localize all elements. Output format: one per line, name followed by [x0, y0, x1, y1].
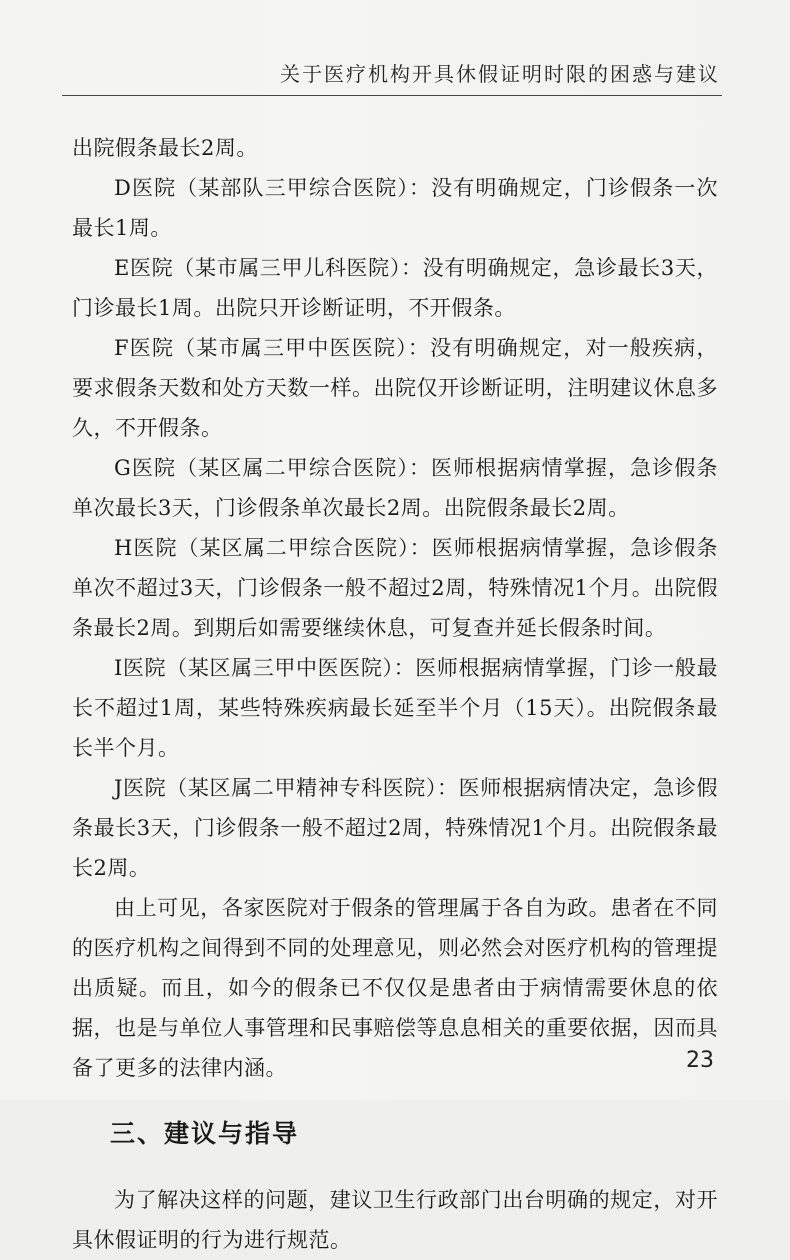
- paragraph-hospital-i: I医院（某区属三甲中医医院）：医师根据病情掌握，门诊一般最长不超过1周，某些特殊疾病最长延至半个月（15天）。出院假条最长半个月。: [72, 656, 718, 760]
- page-number: 23: [686, 1048, 714, 1073]
- page-body: [72, 128, 718, 1260]
- header-rule: [62, 95, 722, 96]
- paragraph-hospital-e: E医院（某市属三甲儿科医院）：没有明确规定，急诊最长3天，门诊最长1周。出院只开诊断证明，不开假条。: [72, 256, 718, 320]
- paragraph-hospital-d: D医院（某部队三甲综合医院）：没有明确规定，门诊假条一次最长1周。: [72, 176, 718, 240]
- paragraph-suggestion: 为了解决这样的问题，建议卫生行政部门出台明确的规定，对开具休假证明的行为进行规范。: [72, 1188, 718, 1252]
- section-heading: 三、建议与指导: [110, 1119, 300, 1148]
- paragraph-hospital-j: J医院（某区属二甲精神专科医院）：医师根据病情决定，急诊假条最长3天，门诊假条一般不超过2周，特殊情况1个月。出院假条最长2周。: [72, 776, 718, 880]
- paragraph-summary: 由上可见，各家医院对于假条的管理属于各自为政。患者在不同的医疗机构之间得到不同的处理意见，则必然会对医疗机构的管理提出质疑。而且，如今的假条已不仅仅是患者由于病情需要休息的依据，也是与单位人事管理和民事赔偿等息息相关的重要依据，因而具备了更多的法律内涵。: [72, 896, 718, 1080]
- paragraph-continuation: 出院假条最长2周。: [72, 136, 258, 160]
- paragraph-hospital-g: G医院（某区属二甲综合医院）：医师根据病情掌握，急诊假条单次最长3天，门诊假条单次最长2周。出院假条最长2周。: [72, 456, 718, 520]
- paragraph-hospital-f: F医院（某市属三甲中医医院）：没有明确规定，对一般疾病，要求假条天数和处方天数一样。出院仅开诊断证明，注明建议休息多久，不开假条。: [72, 336, 718, 440]
- paragraph-hospital-h: H医院（某区属二甲综合医院）：医师根据病情掌握，急诊假条单次不超过3天，门诊假条一般不超过2周，特殊情况1个月。出院假条最长2周。到期后如需要继续休息，可复查并延长假条时间。: [72, 536, 718, 640]
- running-head: 关于医疗机构开具休假证明时限的困惑与建议: [280, 62, 720, 86]
